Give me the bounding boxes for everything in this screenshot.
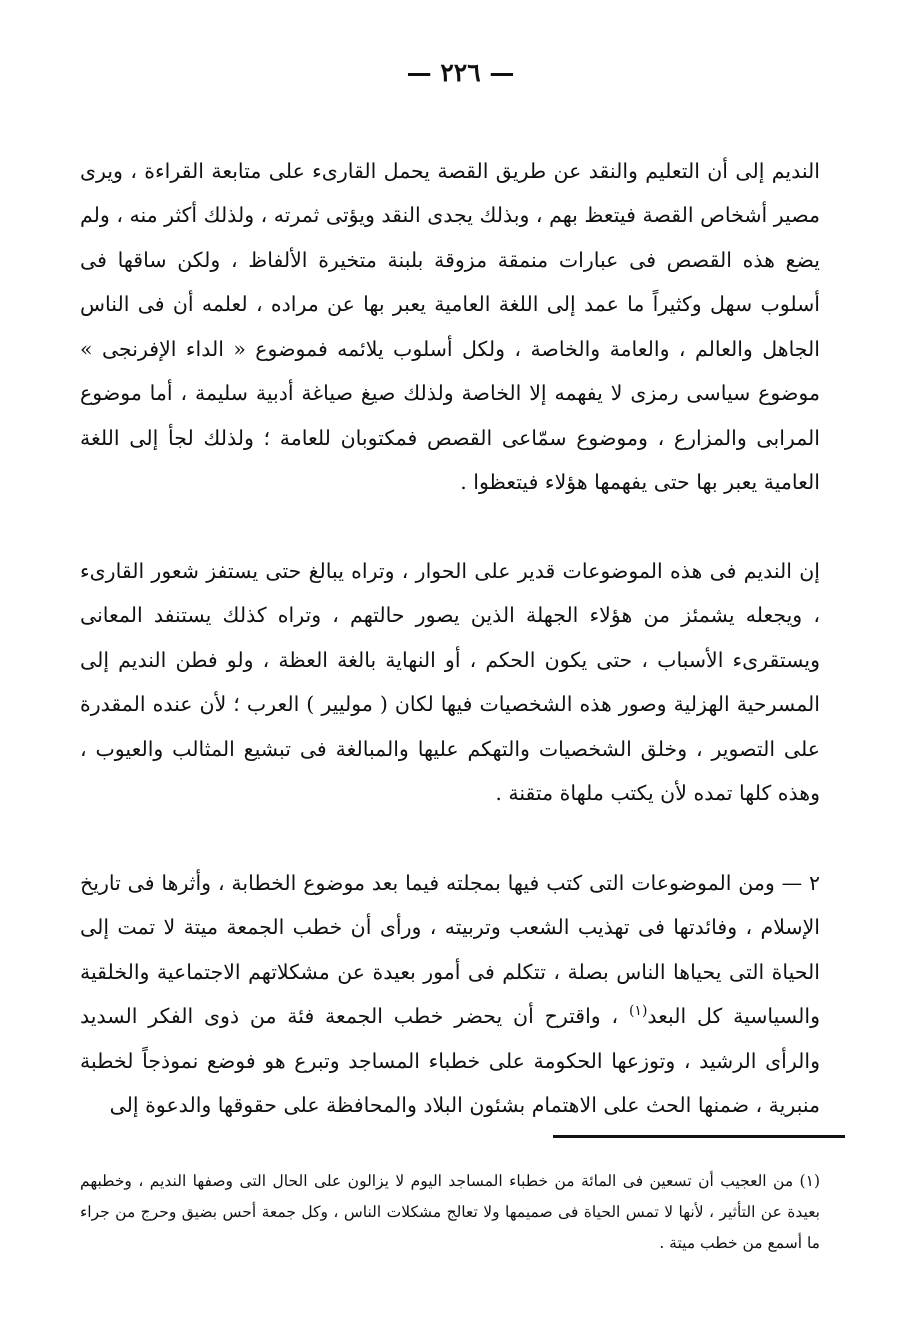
paragraph-3-text-before-note: ٢ — ومن الموضوعات التى كتب فيها بمجلته فيما بعد موضوع الخطابة ، وأثرها فى تاريخ الإسلام ، وفائدتها فى تهذيب الشعب وتربيته ، ورأى أن خطب الجمعة ميتة لا تمت إلى الحياة التى يحياها الناس بصلة ، تتكلم فى أمور بعيدة عن مشكلاتهم الاجتماعية والخلقية والسياسية كل البعد xyxy=(80,870,820,1028)
page-number xyxy=(0,58,921,87)
footnote-text: (١) من العجيب أن تسعين فى المائة من خطباء المساجد اليوم لا يزالون على الحال التى وصفها النديم ، وخطبهم بعيدة عن التأثير ، لأنها لا تمس الحياة فى صميمها ولا تعالج مشكلات الناس ، وكل جمعة أحس بضيق وحرج من جراء ما أسمع من خطب ميتة . xyxy=(80,1171,820,1252)
footnote-separator-rule xyxy=(553,1135,845,1138)
page-number-value: ٢٢٦ xyxy=(440,58,481,87)
body-paragraph-3 xyxy=(80,861,820,1128)
body-paragraph-1: النديم إلى أن التعليم والنقد عن طريق القصة يحمل القارىء على متابعة القراءة ، ويرى مصير أشخاص القصة فيتعظ بهم ، وبذلك يجدى النقد ويؤتى ثمرته ، ولذلك أكثر منه ، ولم يضع هذه القصص فى عبارات منمقة مزوقة بلبنة متخيرة الألفاظ ، ولكن ساقها فى أسلوب سهل وكثيراً ما عمد إلى اللغة العامية يعبر بها عن مراده ، لعلمه أن فى الناس الجاهل والعالم ، والعامة والخاصة ، ولكل أسلوب يلائمه فموضوع « الداء الإفرنجى » موضوع سياسى رمزى لا يفهمه إلا الخاصة ولذلك صيغ صياغة أدبية سليمة ، أما موضوع المرابى والمزارع ، وموضوع سمّاعى القصص فمكتوبان للعامة ؛ ولذلك لجأ إلى اللغة العامية يعبر بها حتى يفهمها هؤلاء فيتعظوا . xyxy=(80,158,820,494)
page-number-dash-left: — xyxy=(406,58,432,87)
paragraph-3-text-after-note: ، واقترح أن يحضر خطب الجمعة فئة من ذوى الفكر السديد والرأى الرشيد ، وتوزعها الحكومة على خطباء المساجد وتبرع هو فوضع نموذجاً لخطبة منبرية ، ضمنها الحث على الاهتمام بشئون البلاد والمحافظة على حقوقها والدعوة إلى xyxy=(80,1004,820,1117)
page-number-dash-right: — xyxy=(489,58,515,87)
body-paragraph-2: إن النديم فى هذه الموضوعات قدير على الحوار ، وتراه يبالغ حتى يستفز شعور القارىء ، ويجعله يشمئز من هؤلاء الجهلة الذين يصور حالتهم ، وتراه كذلك يستنفد المعانى ويستقرىء الأسباب ، حتى يكون الحكم ، أو النهاية بالغة العظة ، ولو فطن النديم إلى المسرحية الهزلية وصور هذه الشخصيات فيها لكان ( موليير ) العرب ؛ لأن عنده المقدرة على التصوير ، وخلق الشخصيات والتهكم عليها والمبالغة فى تبشيع المثالب والعيوب ، وهذه كلها تمده لأن يكتب ملهاة متقنة . xyxy=(80,558,820,805)
footnote-reference-marker: (١) xyxy=(628,1003,648,1020)
